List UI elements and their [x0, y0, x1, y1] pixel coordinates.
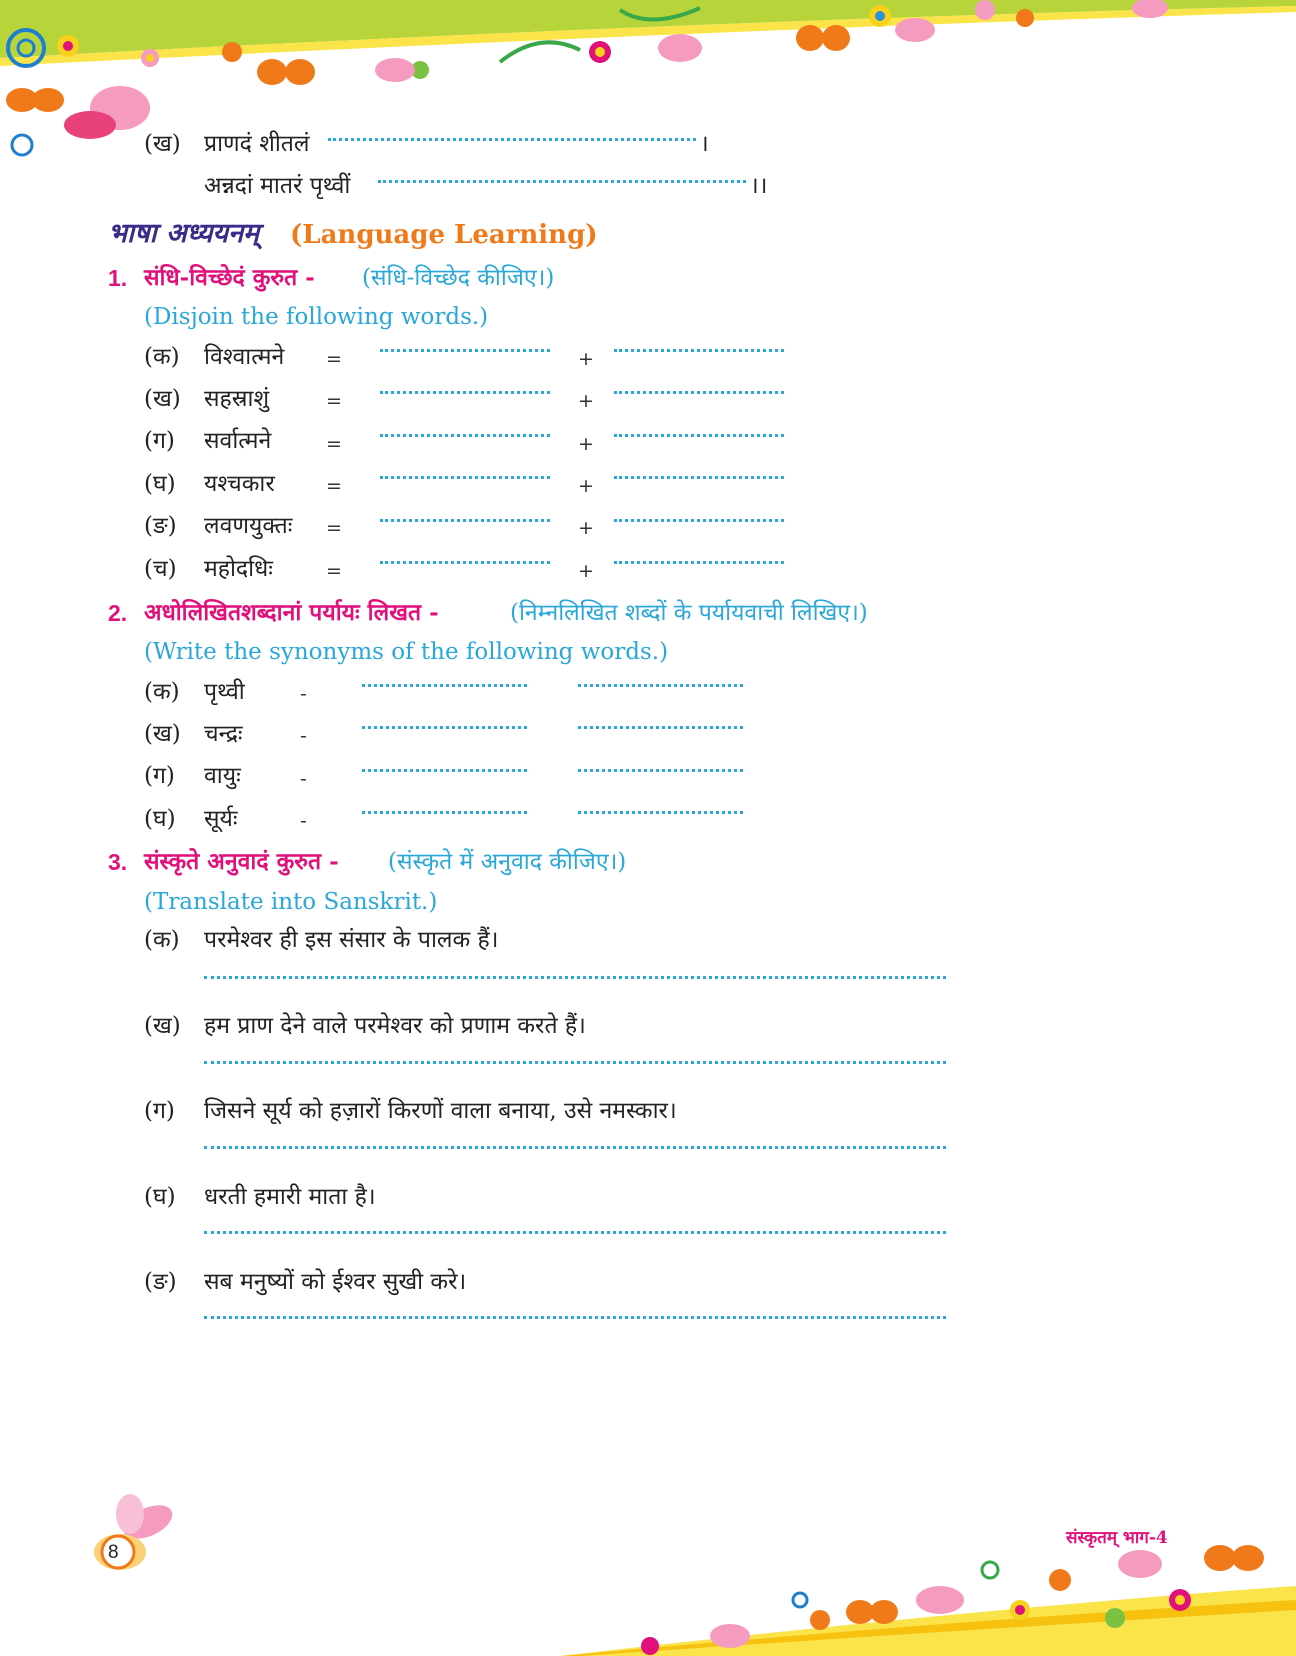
q1-item-label: (च): [144, 556, 177, 582]
q2-blank-first[interactable]: [362, 726, 527, 729]
q2-hint-hindi: (निम्नलिखित शब्दों के पर्यायवाची लिखिए।): [510, 600, 868, 626]
q3-item-sentence: जिसने सूर्य को हज़ारों किरणों वाला बनाया, उसे नमस्कार।: [204, 1098, 677, 1124]
q2-blank-second[interactable]: [578, 811, 743, 814]
dash: -: [300, 725, 307, 747]
q2-item-label: (ग): [144, 763, 175, 789]
q3-item-label: (ख): [144, 1013, 181, 1039]
q1-number: 1.: [108, 265, 128, 291]
verse-line-1-end: ।: [700, 131, 709, 157]
q1-blank-left[interactable]: [380, 349, 550, 352]
q1-blank-right[interactable]: [614, 349, 784, 352]
plus-sign: +: [578, 433, 594, 455]
q2-item-label: (क): [144, 679, 180, 705]
section-title-english: (Language Learning): [290, 220, 598, 250]
verse-line-2: अन्नदां मातरं पृथ्वीं: [204, 173, 351, 199]
q3-item-label: (ग): [144, 1098, 175, 1124]
q3-item-sentence: धरती हमारी माता है।: [204, 1184, 376, 1210]
q1-item-label: (ग): [144, 428, 175, 454]
q3-item-label: (ङ): [144, 1269, 177, 1295]
q2-item-word: वायुः: [204, 763, 241, 789]
q3-title: संस्कृते अनुवादं कुरुत -: [144, 848, 339, 875]
q1-item-word: यश्चकार: [204, 471, 275, 497]
q1-item-label: (घ): [144, 471, 176, 497]
q2-item-label: (घ): [144, 806, 176, 832]
q2-hint-english: (Write the synonyms of the following words.): [144, 639, 669, 665]
q2-title: अधोलिखितशब्दानां पर्यायः लिखत -: [144, 599, 439, 626]
q1-blank-left[interactable]: [380, 519, 550, 522]
q1-item-label: (क): [144, 344, 180, 370]
q2-blank-first[interactable]: [362, 811, 527, 814]
q2-item-word: पृथ्वी: [204, 679, 245, 705]
q2-item-word: सूर्यः: [204, 806, 238, 832]
q2-number: 2.: [108, 600, 128, 626]
book-title: संस्कृतम् भाग-4: [1066, 1528, 1168, 1548]
q3-item-label: (घ): [144, 1184, 176, 1210]
equals-sign: =: [326, 517, 342, 539]
q3-answer-line[interactable]: [204, 1146, 946, 1149]
q1-item-word: लवणयुक्तः: [204, 513, 293, 539]
equals-sign: =: [326, 475, 342, 497]
plus-sign: +: [578, 348, 594, 370]
verse-blank-1[interactable]: [328, 138, 696, 141]
q3-number: 3.: [108, 849, 128, 875]
q2-blank-second[interactable]: [578, 726, 743, 729]
q2-blank-second[interactable]: [578, 684, 743, 687]
equals-sign: =: [326, 390, 342, 412]
q1-blank-right[interactable]: [614, 434, 784, 437]
equals-sign: =: [326, 560, 342, 582]
q1-item-word: विश्वात्मने: [204, 344, 285, 370]
q2-blank-first[interactable]: [362, 684, 527, 687]
top-floral-banner: [0, 0, 1296, 180]
dash: -: [300, 683, 307, 705]
q1-hint-english: (Disjoin the following words.): [144, 304, 489, 330]
verse-label: (ख): [144, 131, 181, 157]
q1-hint-hindi: (संधि-विच्छेद कीजिए।): [362, 265, 555, 291]
page-number-flower-icon: [90, 1492, 182, 1576]
dash: -: [300, 768, 307, 790]
equals-sign: =: [326, 348, 342, 370]
spiral-icon: [793, 1562, 998, 1607]
q1-title: संधि-विच्छेदं कुरुत -: [144, 264, 315, 291]
equals-sign: =: [326, 433, 342, 455]
q2-item-word: चन्द्रः: [204, 721, 243, 747]
q3-answer-line[interactable]: [204, 1231, 946, 1234]
q1-item-label: (ख): [144, 386, 181, 412]
q3-answer-line[interactable]: [204, 1061, 946, 1064]
q1-blank-left[interactable]: [380, 391, 550, 394]
q3-answer-line[interactable]: [204, 1316, 946, 1319]
q3-hint-hindi: (संस्कृते में अनुवाद कीजिए।): [388, 849, 627, 875]
bottom-floral-banner: [560, 1500, 1296, 1656]
vine-icon: [500, 42, 580, 62]
q1-item-word: सर्वात्मने: [204, 428, 272, 454]
verse-line-1: प्राणदं शीतलं: [204, 131, 310, 157]
q2-item-label: (ख): [144, 721, 181, 747]
q1-blank-right[interactable]: [614, 561, 784, 564]
plus-sign: +: [578, 390, 594, 412]
page-number: 8: [108, 1542, 119, 1563]
q3-item-sentence: हम प्राण देने वाले परमेश्वर को प्रणाम करते हैं।: [204, 1013, 586, 1039]
q1-item-label: (ङ): [144, 513, 177, 539]
section-title-hindi: भाषा अध्ययनम्: [108, 218, 260, 249]
q2-blank-second[interactable]: [578, 769, 743, 772]
plus-sign: +: [578, 560, 594, 582]
verse-blank-2[interactable]: [378, 180, 746, 183]
q3-item-sentence: सब मनुष्यों को ईश्वर सुखी करे।: [204, 1269, 467, 1295]
plus-sign: +: [578, 517, 594, 539]
q1-item-word: महोदधिः: [204, 556, 273, 582]
q1-blank-left[interactable]: [380, 476, 550, 479]
q1-blank-right[interactable]: [614, 391, 784, 394]
plus-sign: +: [578, 475, 594, 497]
q1-blank-right[interactable]: [614, 476, 784, 479]
q1-blank-right[interactable]: [614, 519, 784, 522]
verse-line-2-end: ।।: [750, 173, 768, 199]
q3-item-label: (क): [144, 927, 180, 953]
q3-hint-english: (Translate into Sanskrit.): [144, 889, 438, 915]
q1-item-word: सहस्राशुं: [204, 386, 270, 412]
dash: -: [300, 810, 307, 832]
q1-blank-left[interactable]: [380, 561, 550, 564]
q2-blank-first[interactable]: [362, 769, 527, 772]
q3-answer-line[interactable]: [204, 976, 946, 979]
q1-blank-left[interactable]: [380, 434, 550, 437]
q3-item-sentence: परमेश्वर ही इस संसार के पालक हैं।: [204, 927, 499, 953]
